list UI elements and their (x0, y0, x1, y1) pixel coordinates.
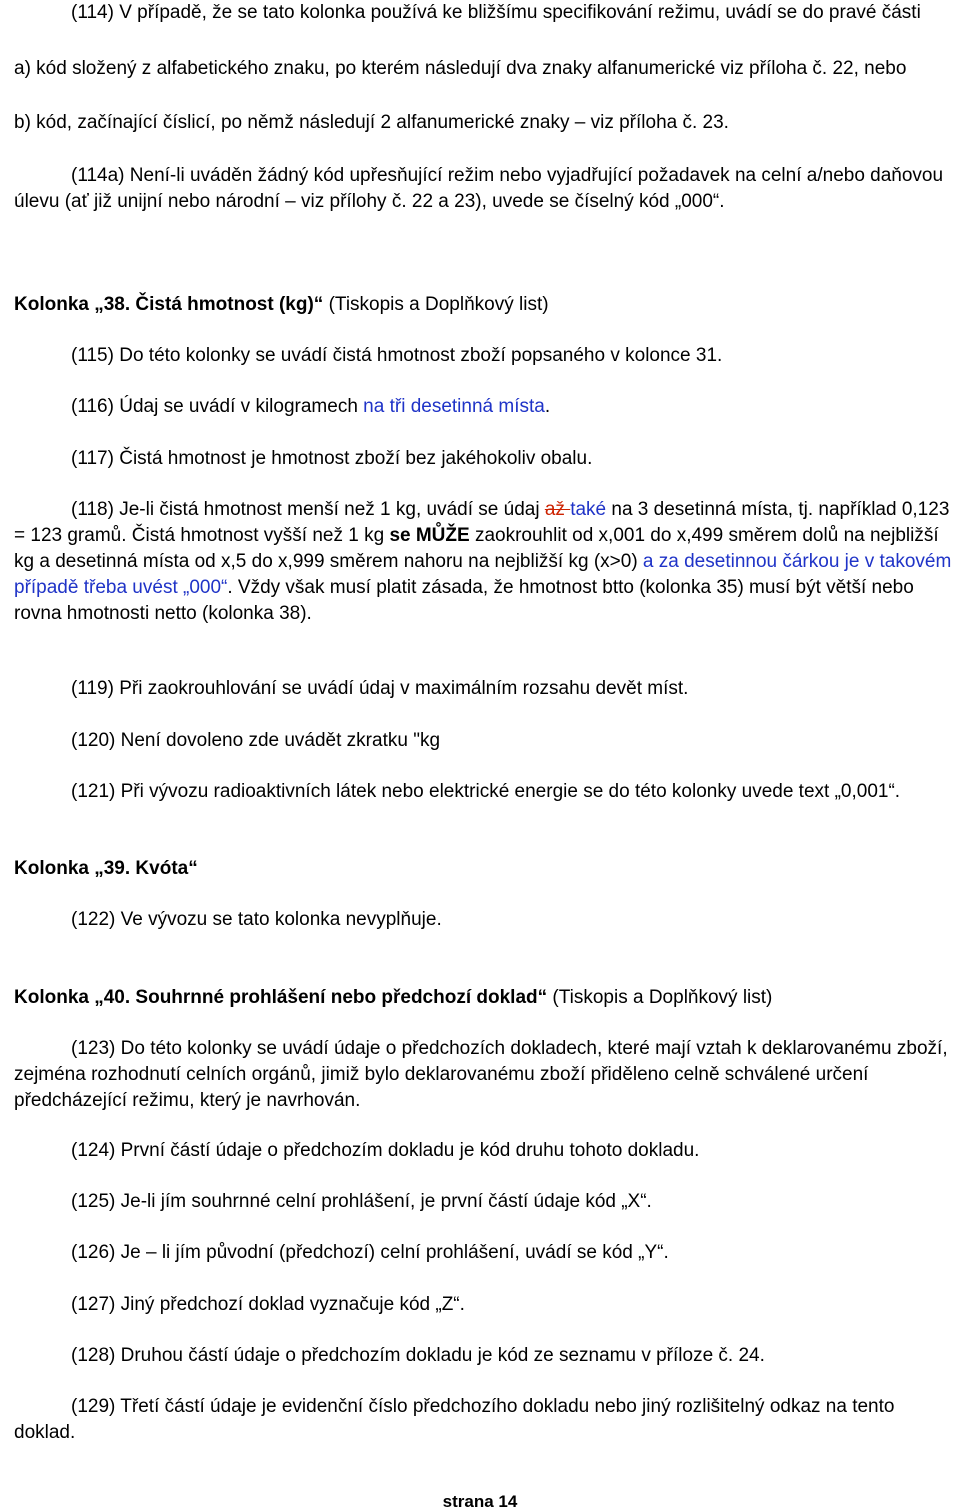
paragraph-118-text-4: . Vždy však musí platit zásada, že hmotnost btto (kolonka 35) musí být větší nebo rovna hmotnosti netto (kolonka 38). (14, 577, 914, 624)
heading-kolonka-38 (14, 292, 954, 318)
paragraph-114-a: a) kód složený z alfabetického znaku, po kterém následují dva znaky alfanumerické viz příloha č. 22, nebo (14, 58, 907, 79)
paragraph-116-text: (116) Údaj se uvádí v kilogramech (71, 396, 364, 417)
heading-kolonka-40-note: (Tiskopis a Doplňkový list) (547, 987, 773, 1008)
heading-kolonka-40-title: Kolonka „40. Souhrnné prohlášení nebo předchozí doklad“ (14, 987, 548, 1008)
revision-insert: na tři desetinná místa (363, 396, 545, 417)
revision-deletion: až (544, 499, 571, 520)
paragraph-119: (119) Při zaokrouhlování se uvádí údaj v maximálním rozsahu devět míst. (71, 678, 689, 699)
paragraph-114a: (114a) Není-li uváděn žádný kód upřesňující režim nebo vyjadřující požadavek na celní a/nebo daňovou úlevu (ať již unijní nebo národní – viz přílohy č. 22 a 23), uvede se číselný kód „000“. (14, 165, 944, 212)
page-number: strana 14 (442, 1492, 518, 1511)
emphasis-bold: se MŮŽE (389, 525, 470, 546)
heading-kolonka-40 (14, 985, 954, 1011)
paragraph-114: (114) V případě, že se tato kolonka používá ke bližšímu specifikování režimu, uvádí se do pravé části (71, 2, 921, 23)
revision-insert: a za desetinnou čárkou je v takovém případě třeba uvést „000“ (14, 551, 952, 598)
paragraph-118-text-1: (118) Je-li čistá hmotnost menší než 1 kg, uvádí se údaj (71, 499, 545, 520)
paragraph-122: (122) Ve vývozu se tato kolonka nevyplňuje. (71, 909, 442, 930)
paragraph-129: (129) Třetí částí údaje je evidenční číslo předchozího dokladu nebo jiný rozlišitelný odkaz na tento doklad. (14, 1396, 895, 1443)
paragraph-123: (123) Do této kolonky se uvádí údaje o předchozích dokladech, které mají vztah k deklarovanému zboží, zejména rozhodnutí celních orgánů, jimiž bylo deklarovanému zboží přiděleno celně schválené určení předcházející režimu, který je navrhován. (14, 1038, 948, 1111)
paragraph-118-text-2: na 3 desetinná místa, tj. například 0,123 = 123 gramů. Čistá hmotnost vyšší než 1 kg (14, 499, 950, 546)
heading-kolonka-38-note: (Tiskopis a Doplňkový list) (323, 294, 549, 315)
paragraph-118-text-3: zaokrouhlit od x,001 do x,499 směrem dolů na nejbližší kg a desetinná místa od x,5 do x,999 směrem nahoru na nejbližší kg (x>0) (14, 525, 939, 572)
heading-kolonka-38-title: Kolonka „38. Čistá hmotnost (kg)“ (14, 294, 324, 315)
paragraph-118 (14, 497, 954, 627)
paragraph-116 (14, 394, 954, 420)
paragraph-121: (121) Při vývozu radioaktivních látek nebo elektrické energie se do této kolonky uvede text „0,001“. (71, 781, 901, 802)
paragraph-120: (120) Není dovoleno zde uvádět zkratku "kg (71, 730, 441, 751)
paragraph-127: (127) Jiný předchozí doklad vyznačuje kód „Z“. (71, 1294, 465, 1315)
paragraph-124: (124) První částí údaje o předchozím dokladu je kód druhu tohoto dokladu. (71, 1140, 700, 1161)
heading-kolonka-39: Kolonka „39. Kvóta“ (14, 858, 198, 879)
paragraph-128: (128) Druhou částí údaje o předchozím dokladu je kód ze seznamu v příloze č. 24. (71, 1345, 765, 1366)
paragraph-116-end: . (544, 396, 551, 417)
paragraph-115: (115) Do této kolonky se uvádí čistá hmotnost zboží popsaného v kolonce 31. (71, 345, 723, 366)
paragraph-117: (117) Čistá hmotnost je hmotnost zboží bez jakéhokoliv obalu. (71, 448, 593, 469)
paragraph-114-b: b) kód, začínající číslicí, po němž následují 2 alfanumerické znaky – viz příloha č. 23. (14, 112, 729, 133)
paragraph-125: (125) Je-li jím souhrnné celní prohlášení, je první částí údaje kód „X“. (71, 1191, 652, 1212)
paragraph-126: (126) Je – li jím původní (předchozí) celní prohlášení, uvádí se kód „Y“. (71, 1242, 669, 1263)
revision-insert: také (570, 499, 607, 520)
